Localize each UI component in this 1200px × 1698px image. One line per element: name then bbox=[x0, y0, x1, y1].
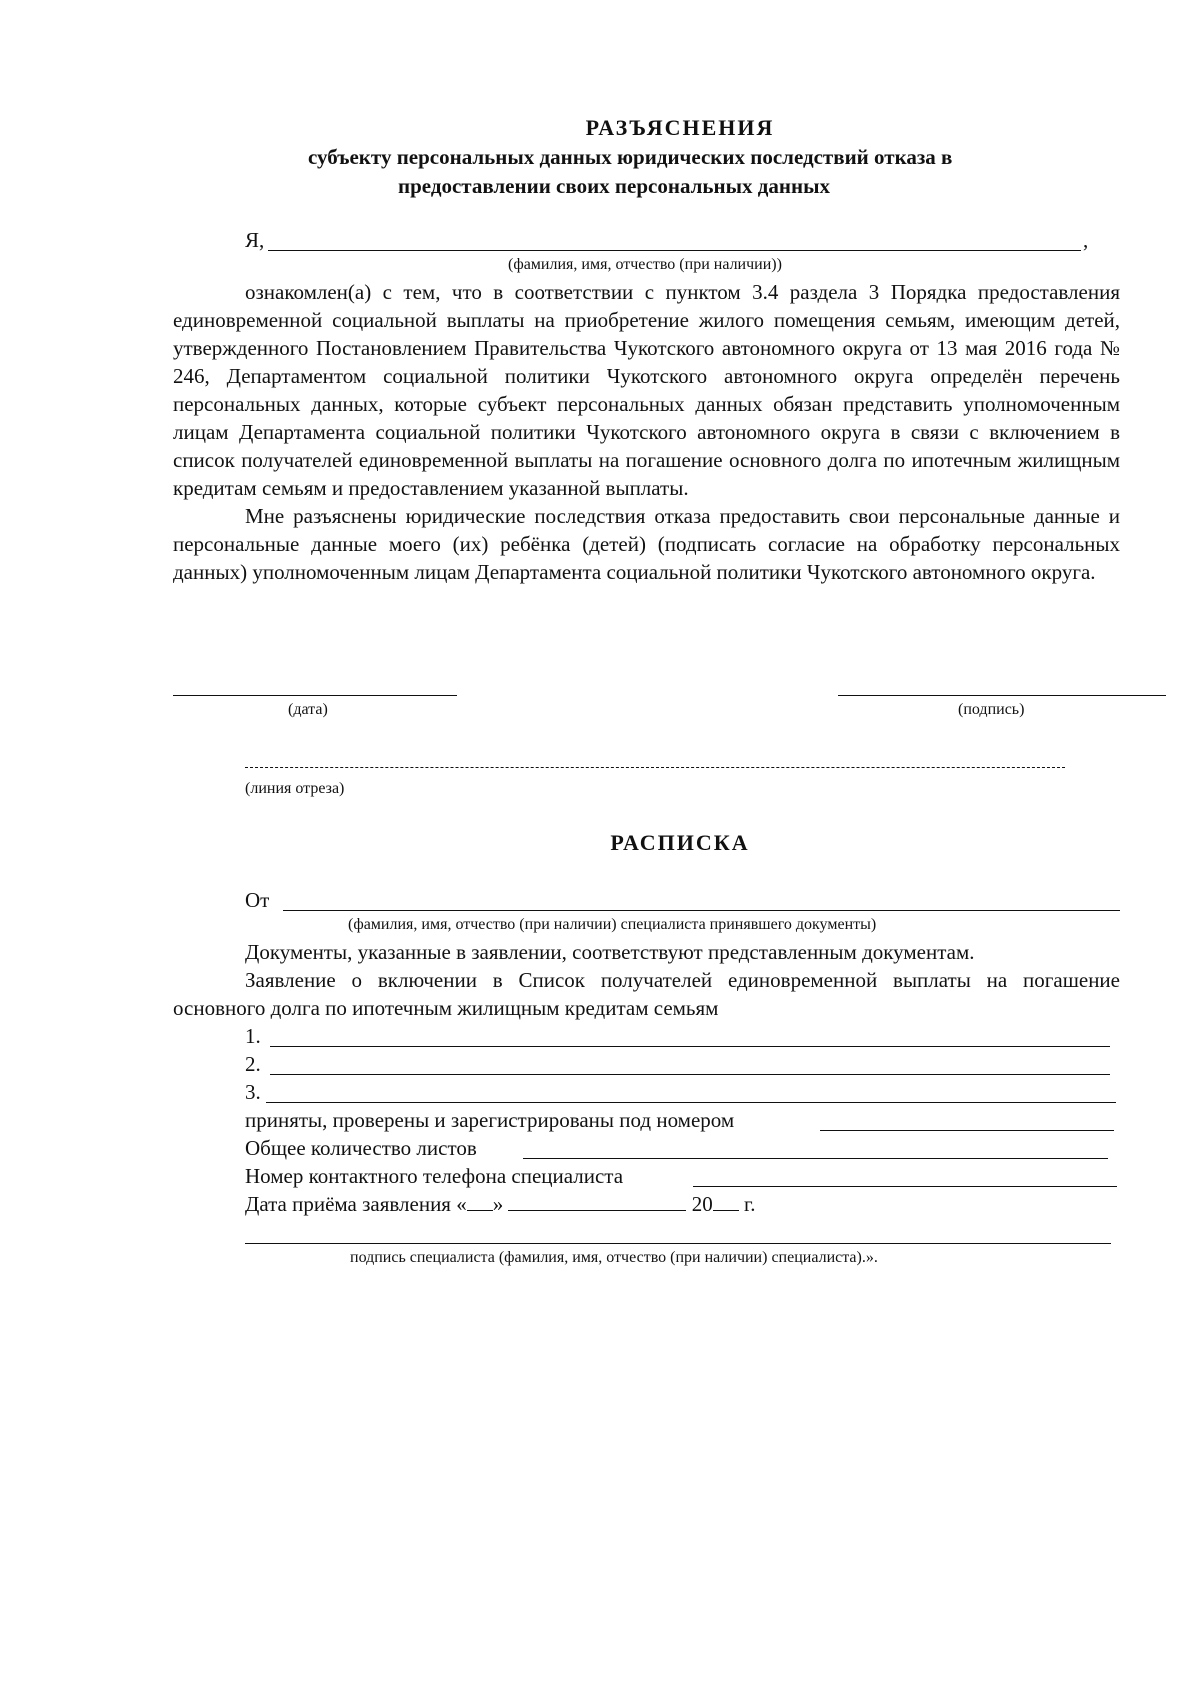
cut-line bbox=[245, 767, 1065, 768]
date-field[interactable] bbox=[173, 695, 457, 696]
name-field[interactable] bbox=[268, 250, 1081, 251]
year-prefix: 20 bbox=[691, 1192, 713, 1216]
date-close-quote: » bbox=[492, 1192, 504, 1216]
explanation-title: РАЗЪЯСНЕНИЯ bbox=[585, 115, 775, 140]
explanation-subtitle-line1: субъекту персональных данных юридических последствий отказа в bbox=[308, 145, 953, 169]
year-field[interactable] bbox=[713, 1190, 739, 1211]
from-label: От bbox=[245, 888, 270, 912]
signature-field[interactable] bbox=[838, 695, 1166, 696]
year-suffix: г. bbox=[743, 1192, 756, 1216]
registration-number-field[interactable] bbox=[820, 1130, 1114, 1131]
item-2-label: 2. bbox=[245, 1052, 261, 1076]
registered-label: приняты, проверены и зарегистрированы под номером bbox=[245, 1108, 735, 1132]
date-received-label: Дата приёма заявления « bbox=[245, 1192, 467, 1216]
explanation-subtitle-line2: предоставлении своих персональных данных bbox=[398, 174, 830, 198]
date-caption: (дата) bbox=[288, 701, 328, 718]
application-text: Заявление о включении в Список получателей единовременной выплаты на погашение основного долга по ипотечным жилищным кредитам семьям bbox=[173, 968, 1120, 1020]
specialist-signature-field[interactable] bbox=[245, 1243, 1111, 1244]
from-caption: (фамилия, имя, отчество (при наличии) специалиста принявшего документы) bbox=[348, 916, 877, 933]
paragraph-consequences: Мне разъяснены юридические последствия отказа предоставить свои персональные данные и персональные данные моего (их) ребёнка (детей) (подписать согласие на обработку персональных данных) уполномоченным лицам Департамента социальной политики Чукотского автономного округа. bbox=[173, 504, 1120, 584]
item-1-field[interactable] bbox=[270, 1046, 1110, 1047]
item-1-label: 1. bbox=[245, 1024, 261, 1048]
explanation-body bbox=[173, 278, 1120, 586]
from-field[interactable] bbox=[283, 910, 1120, 911]
sheets-label: Общее количество листов bbox=[245, 1136, 477, 1160]
day-field[interactable] bbox=[467, 1190, 493, 1211]
application-text-block bbox=[173, 966, 1120, 1022]
name-prefix: Я, bbox=[245, 228, 265, 252]
phone-label: Номер контактного телефона специалиста bbox=[245, 1164, 624, 1188]
receipt-title: РАСПИСКА bbox=[610, 830, 750, 855]
name-suffix: , bbox=[1083, 228, 1089, 252]
item-3-field[interactable] bbox=[266, 1102, 1116, 1103]
date-received-row bbox=[245, 1190, 755, 1218]
paragraph-acknowledgement: ознакомлен(а) с тем, что в соответствии с пунктом 3.4 раздела 3 Порядка предоставления единовременной социальной выплаты на приобретение жилого помещения семьям, имеющим детей, утвержденного Постановлением Правительства Чукотского автономного округа от 13 мая 2016 года № 246, Департаментом социальной политики Чукотского автономного округа определён перечень персональных данных, которые субъект персональных данных обязан представить уполномоченным лицам Департамента социальной политики Чукотского автономного округа в связи с включением в список получателей единовременной выплаты на погашение основного долга по ипотечным жилищным кредитам семьям и предоставлением указанной выплаты. bbox=[173, 280, 1120, 500]
specialist-signature-caption: подпись специалиста (фамилия, имя, отчество (при наличии) специалиста).». bbox=[350, 1249, 878, 1266]
item-3-label: 3. bbox=[245, 1080, 261, 1104]
documents-text: Документы, указанные в заявлении, соответствуют представленным документам. bbox=[245, 940, 975, 964]
signature-caption: (подпись) bbox=[958, 701, 1025, 718]
sheets-count-field[interactable] bbox=[523, 1158, 1108, 1159]
phone-field[interactable] bbox=[693, 1186, 1117, 1187]
month-field[interactable] bbox=[508, 1190, 686, 1211]
name-caption: (фамилия, имя, отчество (при наличии)) bbox=[508, 256, 782, 273]
item-2-field[interactable] bbox=[270, 1074, 1110, 1075]
cut-line-caption: (линия отреза) bbox=[245, 780, 345, 797]
